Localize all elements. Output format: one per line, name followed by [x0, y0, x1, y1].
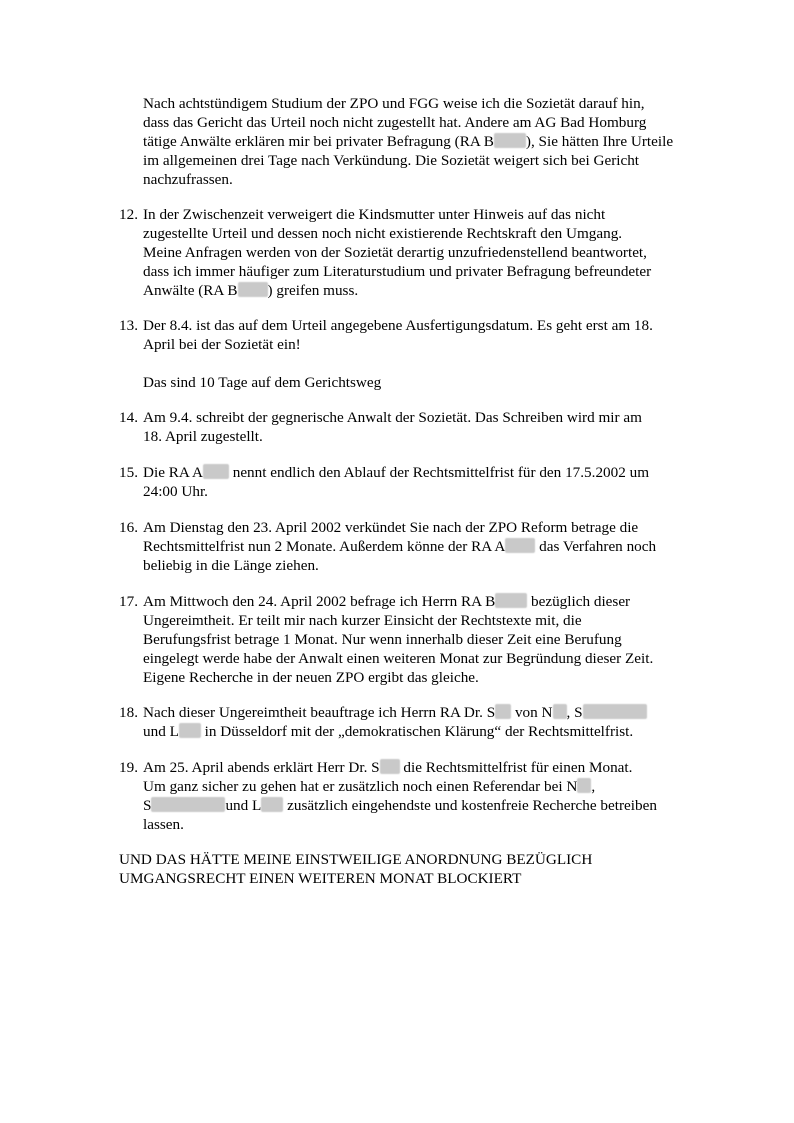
item-body	[143, 592, 713, 687]
item-number: 16.	[119, 519, 138, 536]
item-body	[143, 758, 713, 834]
text-line: UMGANGSRECHT EINEN WEITEREN MONAT BLOCKIERT	[119, 870, 522, 887]
list-item-19	[119, 758, 713, 834]
text-line	[143, 281, 713, 300]
text-fragment: ), Sie hätten Ihre Urteile	[525, 133, 674, 150]
text-line	[143, 758, 713, 777]
list-item-18	[119, 703, 713, 741]
list-item-16	[119, 518, 713, 575]
text-fragment: nennt endlich den Ablauf der Rechtsmittelfrist für den 17.5.2002 um	[228, 464, 650, 481]
text-line: Ungereimtheit. Er teilt mir nach kurzer Einsicht der Rechtstexte mit, die	[143, 612, 582, 629]
text-line: April bei der Sozietät ein!	[143, 336, 301, 353]
item-body	[143, 205, 713, 300]
redaction-mark	[495, 593, 527, 608]
text-fragment: und L	[143, 723, 179, 740]
text-line: Am Dienstag den 23. April 2002 verkündet Sie nach der ZPO Reform betrage die	[143, 519, 639, 536]
text-line: Nach achtstündigem Studium der ZPO und FGG weise ich die Sozietät darauf hin,	[143, 95, 645, 112]
item-number: 18.	[119, 704, 138, 721]
redaction-mark	[577, 778, 591, 793]
item-body	[143, 463, 713, 501]
list-item-17	[119, 592, 713, 687]
text-line	[143, 132, 713, 151]
item-body	[143, 316, 713, 392]
text-line: Der 8.4. ist das auf dem Urteil angegebene Ausfertigungsdatum. Es geht erst am 18.	[143, 317, 653, 334]
list-item-14	[119, 408, 713, 446]
text-line: eingelegt werde habe der Anwalt einen weiteren Monat zur Begründung dieser Zeit.	[143, 650, 654, 667]
redaction-mark	[494, 133, 526, 148]
text-fragment: Nach dieser Ungereimtheit beauftrage ich Herrn RA Dr. S	[143, 704, 496, 721]
text-fragment: bezüglich dieser	[527, 593, 631, 610]
text-line	[143, 703, 713, 722]
text-line: lassen.	[143, 816, 184, 833]
text-line: 24:00 Uhr.	[143, 483, 208, 500]
text-fragment: ,	[591, 778, 596, 795]
text-line: dass das Gericht das Urteil noch nicht zugestellt hat. Andere am AG Bad Homburg	[143, 114, 647, 131]
text-fragment: von N	[511, 704, 553, 721]
text-fragment: , S	[566, 704, 583, 721]
text-fragment: die Rechtsmittelfrist für einen Monat.	[399, 759, 633, 776]
text-line: Das sind 10 Tage auf dem Gerichtsweg	[143, 374, 382, 391]
text-line: Meine Anfragen werden von der Sozietät derartig unzufriedenstellend beantwortet,	[143, 244, 647, 261]
closing-statement	[119, 850, 713, 888]
text-line: zugestellte Urteil und dessen noch nicht existierende Rechtskraft den Umgang.	[143, 225, 623, 242]
list-item-12	[119, 205, 713, 300]
text-line	[143, 537, 713, 556]
text-line: nachzufrassen.	[143, 171, 233, 188]
item-number: 13.	[119, 317, 138, 334]
text-line	[143, 777, 713, 796]
item-number: 14.	[119, 409, 138, 426]
text-fragment: Am 25. April abends erklärt Herr Dr. S	[143, 759, 380, 776]
redaction-mark	[553, 704, 567, 719]
item-body	[143, 408, 713, 446]
text-fragment: Die RA A	[143, 464, 203, 481]
item-number: 17.	[119, 593, 138, 610]
text-line: Berufungsfrist betrage 1 Monat. Nur wenn innerhalb dieser Zeit eine Berufung	[143, 631, 622, 648]
item-number: 12.	[119, 206, 138, 223]
text-fragment: in Düsseldorf mit der „demokratischen Klärung“ der Rechtsmittelfrist.	[200, 723, 634, 740]
text-line: In der Zwischenzeit verweigert die Kindsmutter unter Hinweis auf das nicht	[143, 206, 606, 223]
text-fragment: und L	[225, 797, 262, 814]
text-line: UND DAS HÄTTE MEINE EINSTWEILIGE ANORDNUNG BEZÜGLICH	[119, 851, 593, 868]
text-line	[143, 722, 713, 741]
text-line	[143, 796, 713, 815]
text-line: dass ich immer häufiger zum Literaturstudium und privater Befragung befreundeter	[143, 263, 652, 280]
item-number: 19.	[119, 759, 138, 776]
redaction-mark	[238, 282, 268, 297]
text-fragment: Rechtsmittelfrist nun 2 Monate. Außerdem könne der RA A	[143, 538, 506, 555]
redaction-mark	[203, 464, 229, 479]
text-fragment: S	[143, 797, 152, 814]
intro-paragraph	[143, 94, 713, 189]
text-fragment: Am Mittwoch den 24. April 2002 befrage ich Herrn RA B	[143, 593, 496, 610]
item-number: 15.	[119, 464, 138, 481]
text-fragment: Um ganz sicher zu gehen hat er zusätzlich noch einen Referendar bei N	[143, 778, 578, 795]
redaction-mark	[179, 723, 201, 738]
redaction-mark	[261, 797, 283, 812]
redaction-mark	[505, 538, 535, 553]
text-fragment: tätige Anwälte erklären mir bei privater Befragung (RA B	[143, 133, 494, 150]
text-line: Am 9.4. schreibt der gegnerische Anwalt der Sozietät. Das Schreiben wird mir am	[143, 409, 642, 426]
redaction-mark	[380, 759, 400, 774]
text-line: Eigene Recherche in der neuen ZPO ergibt das gleiche.	[143, 669, 479, 686]
text-line	[143, 463, 713, 482]
text-line: 18. April zugestellt.	[143, 428, 263, 445]
item-body	[143, 703, 713, 741]
text-fragment: Anwälte (RA B	[143, 282, 238, 299]
text-line: im allgemeinen drei Tage nach Verkündung. Die Sozietät weigert sich bei Gericht	[143, 152, 640, 169]
list-item-15	[119, 463, 713, 501]
list-item-13	[119, 316, 713, 392]
redaction-mark	[583, 704, 647, 719]
text-line	[143, 592, 713, 611]
text-line: beliebig in die Länge ziehen.	[143, 557, 319, 574]
text-fragment: das Verfahren noch	[535, 538, 657, 555]
text-fragment: ) greifen muss.	[267, 282, 359, 299]
redaction-mark	[151, 797, 225, 812]
redaction-mark	[495, 704, 511, 719]
item-body	[143, 518, 713, 575]
blank-line	[143, 354, 713, 373]
text-fragment: zusätzlich eingehendste und kostenfreie Recherche betreiben	[283, 797, 657, 814]
